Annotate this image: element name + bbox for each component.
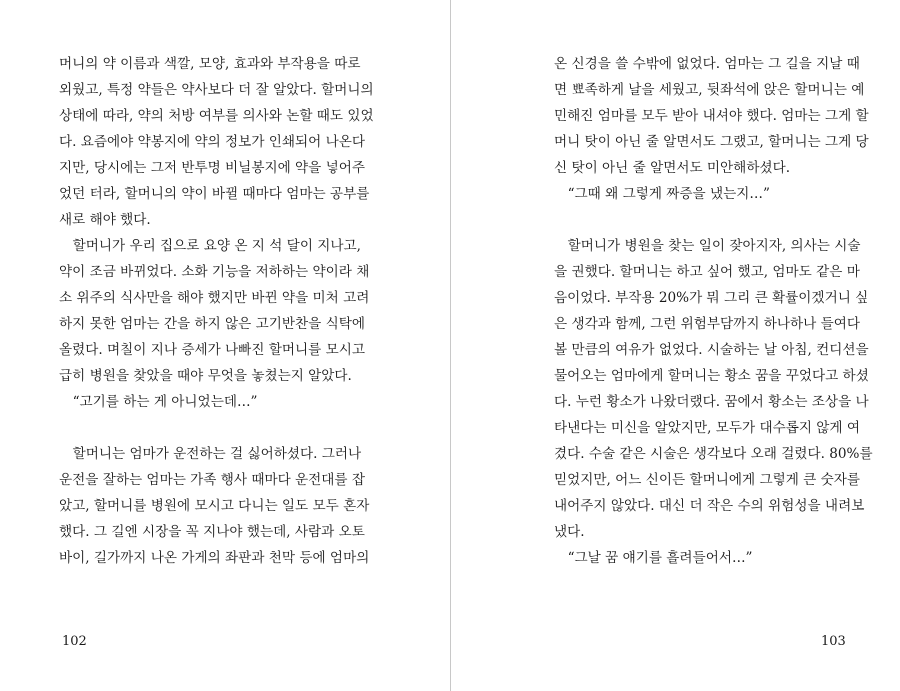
text-line: 약이 조금 바뀌었다. 소화 기능을 저하하는 약이라 채: [59, 264, 370, 280]
text-line: 은 생각과 함께, 그런 위험부담까지 하나하나 들여다: [554, 316, 861, 332]
left-page-number: 102: [62, 634, 87, 649]
text-line: 올렸다. 며칠이 지나 증세가 나빠진 할머니를 모시고: [59, 342, 366, 358]
left-page-body: [59, 51, 374, 571]
text-line: 겼다. 수술 같은 시술은 생각보다 오래 걸렸다. 80%를: [554, 446, 873, 462]
text-line: 을 권했다. 할머니는 하고 싶어 했고, 엄마도 같은 마: [554, 264, 860, 280]
text-line: 물어오는 엄마에게 할머니는 황소 꿈을 꾸었다고 하셨: [554, 368, 869, 384]
text-line: “그때 왜 그렇게 짜증을 냈는지…”: [567, 186, 770, 202]
text-line: 볼 만큼의 여유가 없었다. 시술하는 날 아침, 컨디션을: [554, 342, 869, 358]
text-line: 신 탓이 아닌 줄 알면서도 미안해하셨다.: [554, 160, 791, 176]
right-page-body: [554, 51, 873, 571]
text-line: 할머니가 병원을 찾는 일이 잦아지자, 의사는 시술: [567, 238, 861, 254]
text-line: 믿었지만, 어느 신이든 할머니에게 그렇게 큰 숫자를: [554, 472, 861, 488]
text-line: 지만, 당시에는 그저 반투명 비닐봉지에 약을 넣어주: [59, 160, 366, 176]
text-line: “고기를 하는 게 아니었는데…”: [72, 394, 258, 410]
text-line: 머니의 약 이름과 색깔, 모양, 효과와 부작용을 따로: [59, 56, 361, 72]
text-line: 할머니가 우리 집으로 요양 온 지 석 달이 지나고,: [72, 238, 361, 254]
text-line: 음이었다. 부작용 20%가 뭐 그리 큰 확률이겠거니 싶: [554, 290, 869, 306]
text-line: 타낸다는 미신을 알았지만, 모두가 대수롭지 않게 여: [554, 420, 861, 436]
text-line: 새로 해야 했다.: [59, 212, 151, 228]
right-page: [451, 0, 900, 691]
text-line: 상태에 따라, 약의 처방 여부를 의사와 논할 때도 있었: [59, 108, 374, 124]
text-line: 다. 누런 황소가 나왔더랬다. 꿈에서 황소는 조상을 나: [554, 394, 869, 410]
text-line: “그날 꿈 얘기를 흘려들어서…”: [567, 550, 753, 566]
paragraph-gap: [554, 207, 851, 233]
text-line: 다. 요즘에야 약봉지에 약의 정보가 인쇄되어 나온다: [59, 134, 366, 150]
text-line: 운전을 잘하는 엄마는 가족 행사 때마다 운전대를 잡: [59, 472, 366, 488]
paragraph-gap: [59, 415, 359, 441]
text-line: 면 뾰족하게 날을 세웠고, 뒷좌석에 앉은 할머니는 예: [554, 82, 865, 98]
text-line: 외웠고, 특정 약들은 약사보다 더 잘 알았다. 할머니의: [59, 82, 374, 98]
text-line: 바이, 길가까지 나온 가게의 좌판과 천막 등에 엄마의: [59, 550, 370, 566]
text-line: 온 신경을 쓸 수밖에 없었다. 엄마는 그 길을 지날 때: [554, 56, 860, 72]
text-line: 냈다.: [554, 524, 585, 540]
text-line: 머니 탓이 아닌 줄 알면서도 그랬고, 할머니는 그게 당: [554, 134, 869, 150]
text-line: 했다. 그 길엔 시장을 꼭 지나야 했는데, 사람과 오토: [59, 524, 365, 540]
text-line: 았고, 할머니를 병원에 모시고 다니는 일도 모두 혼자: [59, 498, 370, 514]
text-line: 내어주지 않았다. 대신 더 작은 수의 위험성을 내려보: [554, 498, 865, 514]
text-line: 급히 병원을 찾았을 때야 무엇을 놓쳤는지 알았다.: [59, 368, 352, 384]
right-page-number: 103: [821, 634, 846, 649]
text-line: 었던 터라, 할머니의 약이 바뀔 때마다 엄마는 공부를: [59, 186, 370, 202]
text-line: 하지 못한 엄마는 간을 하지 않은 고기반찬을 식탁에: [59, 316, 366, 332]
text-line: 민해진 엄마를 모두 받아 내셔야 했다. 엄마는 그게 할: [554, 108, 869, 124]
text-line: 할머니는 엄마가 운전하는 걸 싫어하셨다. 그러나: [72, 446, 362, 462]
text-line: 소 위주의 식사만을 해야 했지만 바뀐 약을 미처 고려: [59, 290, 370, 306]
